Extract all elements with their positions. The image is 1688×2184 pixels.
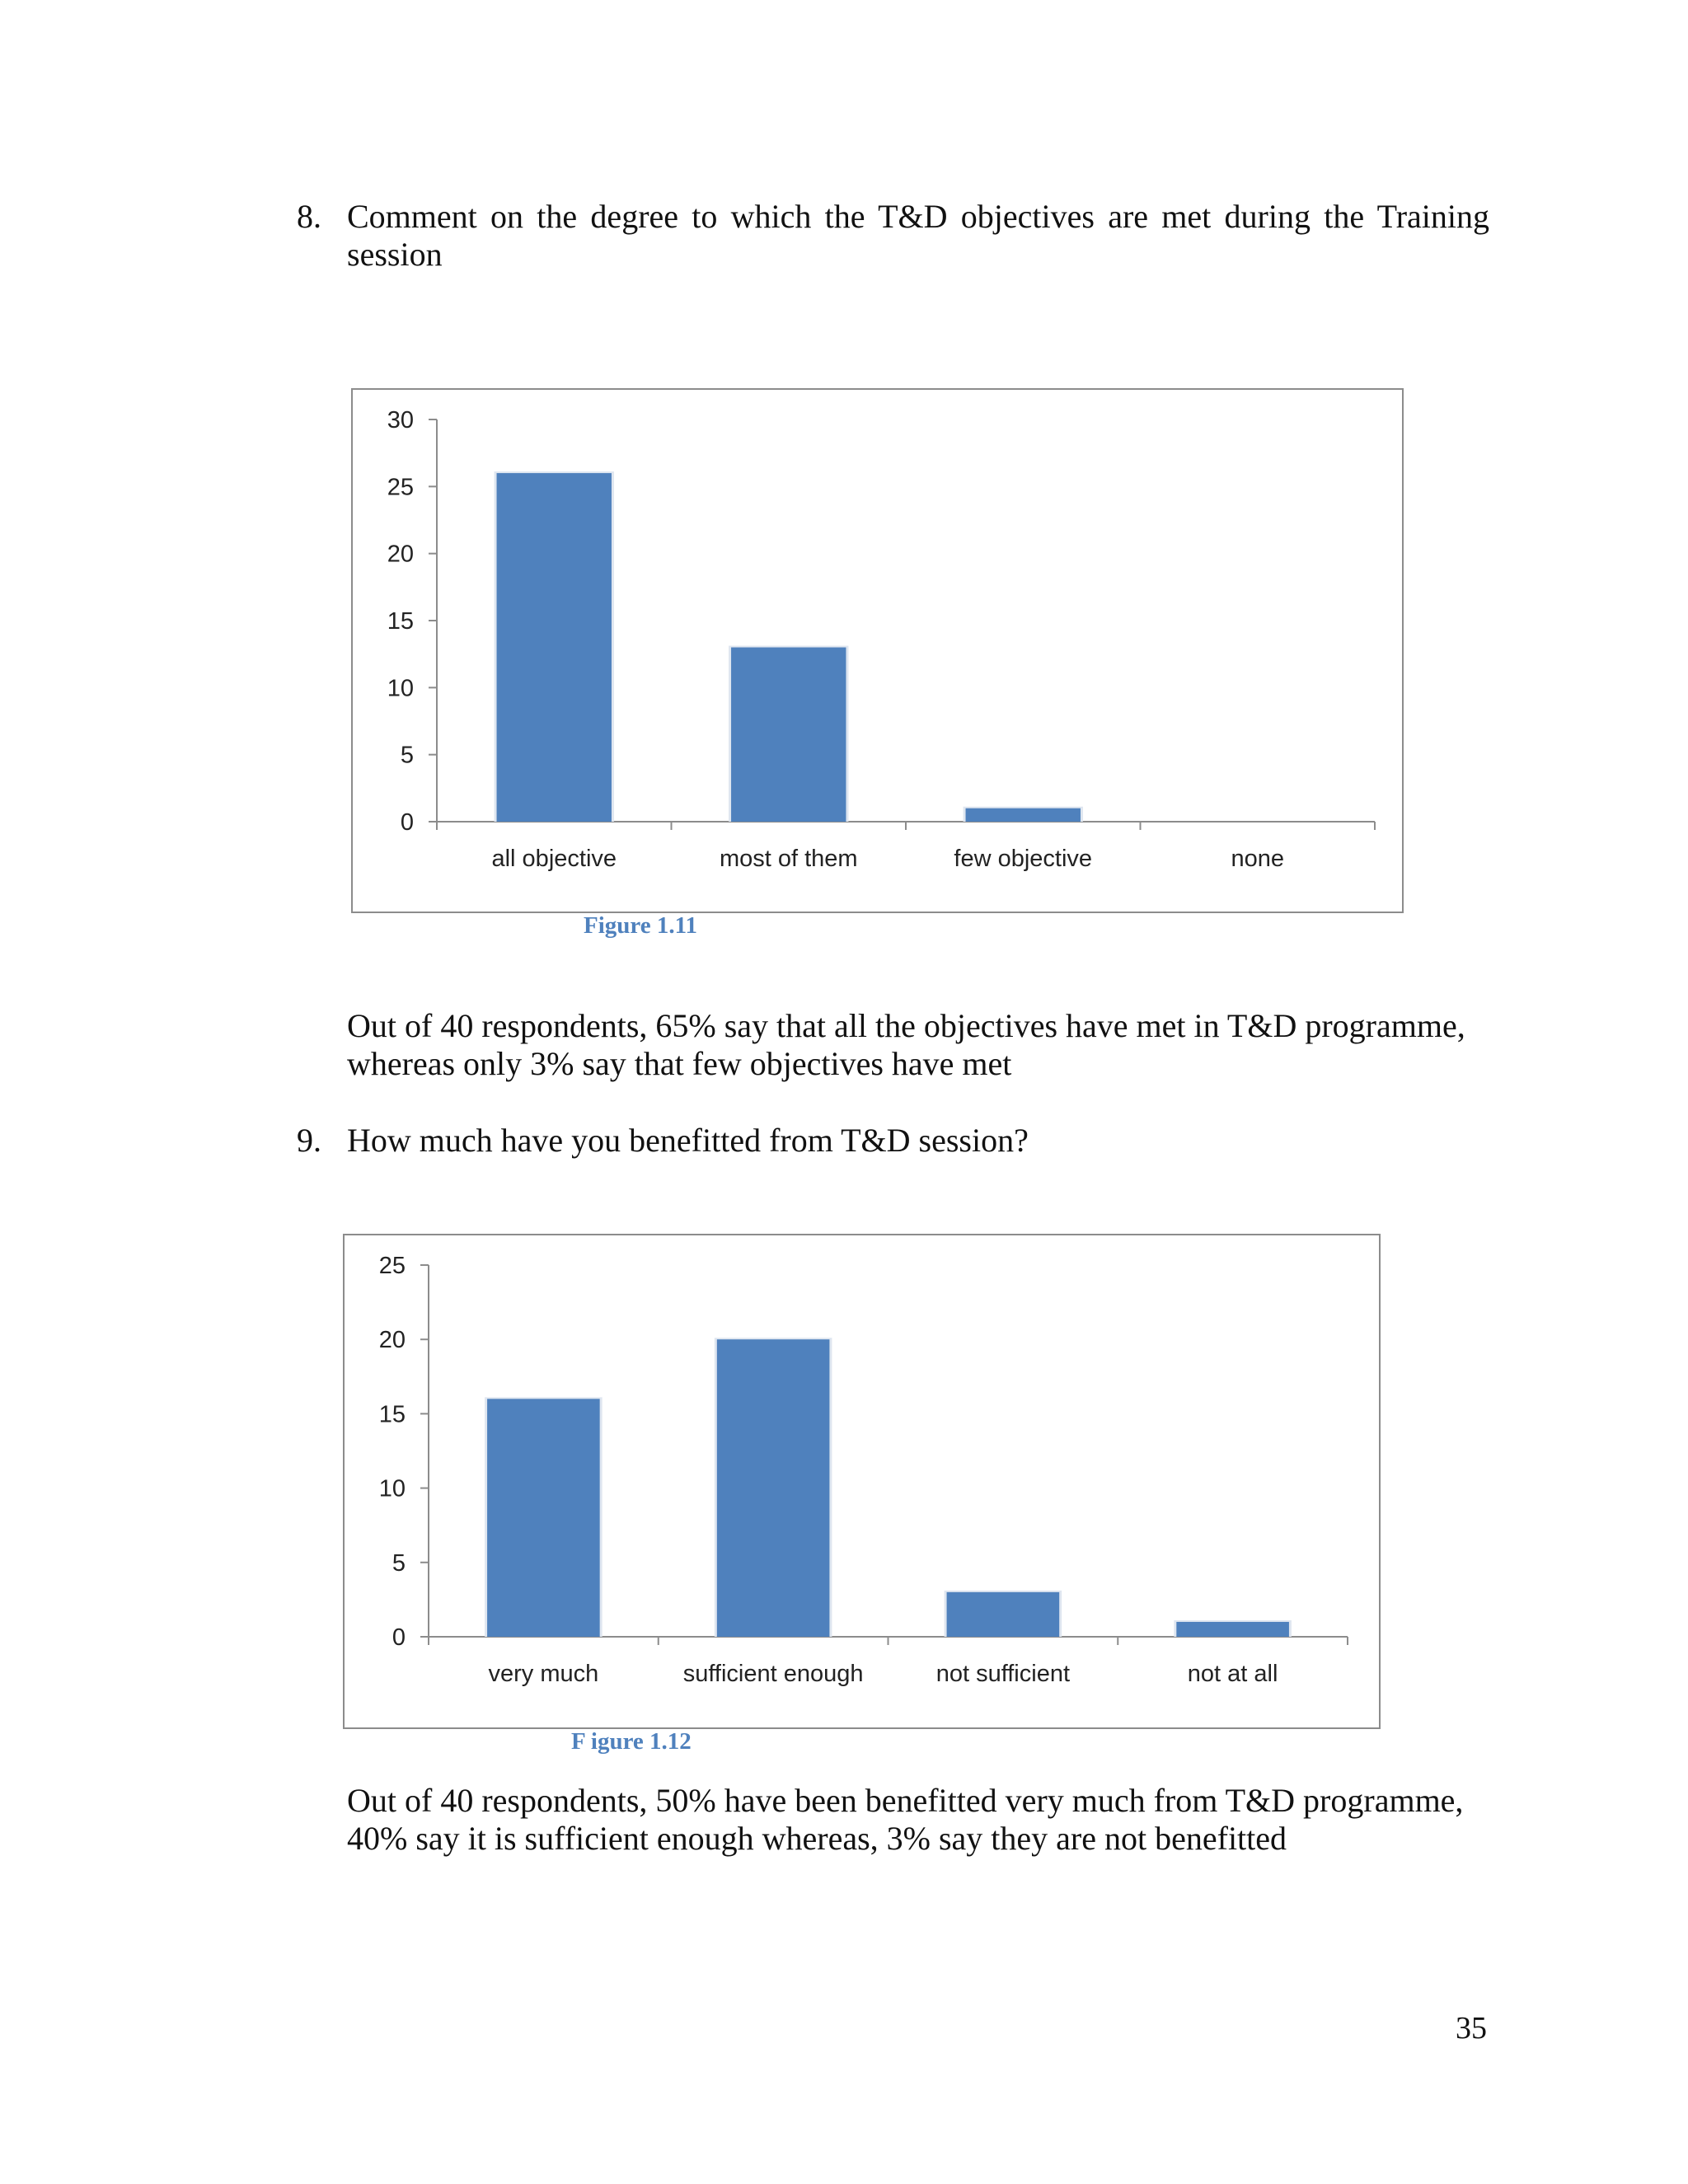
question-text-line: Comment on the degree to which the T&D objectives are met during the Training bbox=[347, 198, 1489, 235]
x-category-label: few objective bbox=[954, 846, 1093, 872]
y-tick-label: 20 bbox=[378, 1327, 406, 1354]
x-category-label: most of them bbox=[719, 846, 858, 872]
page-number: 35 bbox=[1456, 2011, 1487, 2046]
paragraph-line: whereas only 3% say that few objectives have met bbox=[347, 1045, 1012, 1082]
y-tick-label: 5 bbox=[392, 1549, 406, 1577]
bar bbox=[947, 1592, 1060, 1637]
figure-caption: F igure 1.12 bbox=[571, 1728, 692, 1755]
bar bbox=[717, 1339, 830, 1637]
figure-caption: Figure 1.11 bbox=[584, 912, 698, 939]
chart-svg bbox=[345, 1235, 1379, 1727]
paragraph-line: Out of 40 respondents, 50% have been benefitted very much from T&D programme, bbox=[347, 1782, 1464, 1819]
y-tick-label: 25 bbox=[387, 474, 414, 501]
x-category-label: sufficient enough bbox=[682, 1661, 864, 1687]
bar bbox=[731, 648, 846, 822]
y-tick-label: 30 bbox=[387, 407, 414, 434]
chart-svg bbox=[353, 390, 1402, 912]
x-category-label: very much bbox=[488, 1661, 599, 1687]
y-tick-label: 25 bbox=[378, 1253, 406, 1279]
x-category-label: not at all bbox=[1187, 1661, 1278, 1687]
question-number: 8. bbox=[297, 198, 321, 235]
question-text-line: session bbox=[347, 236, 443, 273]
y-tick-label: 10 bbox=[387, 675, 414, 702]
bar bbox=[497, 473, 612, 822]
question-text bbox=[347, 198, 1489, 274]
paragraph-line: 40% say it is sufficient enough whereas, 3% say they are not benefitted bbox=[347, 1820, 1287, 1857]
bar bbox=[487, 1399, 600, 1637]
question-text: How much have you benefitted from T&D session? bbox=[347, 1122, 1029, 1159]
bar-chart-figure-1-12 bbox=[343, 1234, 1381, 1729]
y-tick-label: 0 bbox=[400, 809, 414, 836]
bar bbox=[966, 808, 1081, 822]
y-tick-label: 15 bbox=[378, 1401, 406, 1428]
y-tick-label: 0 bbox=[392, 1624, 406, 1651]
question-number: 9. bbox=[297, 1122, 321, 1159]
y-tick-label: 5 bbox=[400, 742, 414, 769]
x-category-label: not sufficient bbox=[935, 1661, 1071, 1687]
bar bbox=[1176, 1622, 1289, 1637]
bar-chart-figure-1-11 bbox=[351, 388, 1404, 913]
y-tick-label: 15 bbox=[387, 608, 414, 635]
paragraph bbox=[347, 1007, 1501, 1083]
y-tick-label: 10 bbox=[378, 1475, 406, 1502]
y-tick-label: 20 bbox=[387, 541, 414, 568]
paragraph-line: Out of 40 respondents, 65% say that all the objectives have met in T&D programme, bbox=[347, 1007, 1465, 1044]
x-category-label: none bbox=[1231, 846, 1285, 872]
paragraph bbox=[347, 1782, 1501, 1858]
x-category-label: all objective bbox=[491, 846, 617, 872]
